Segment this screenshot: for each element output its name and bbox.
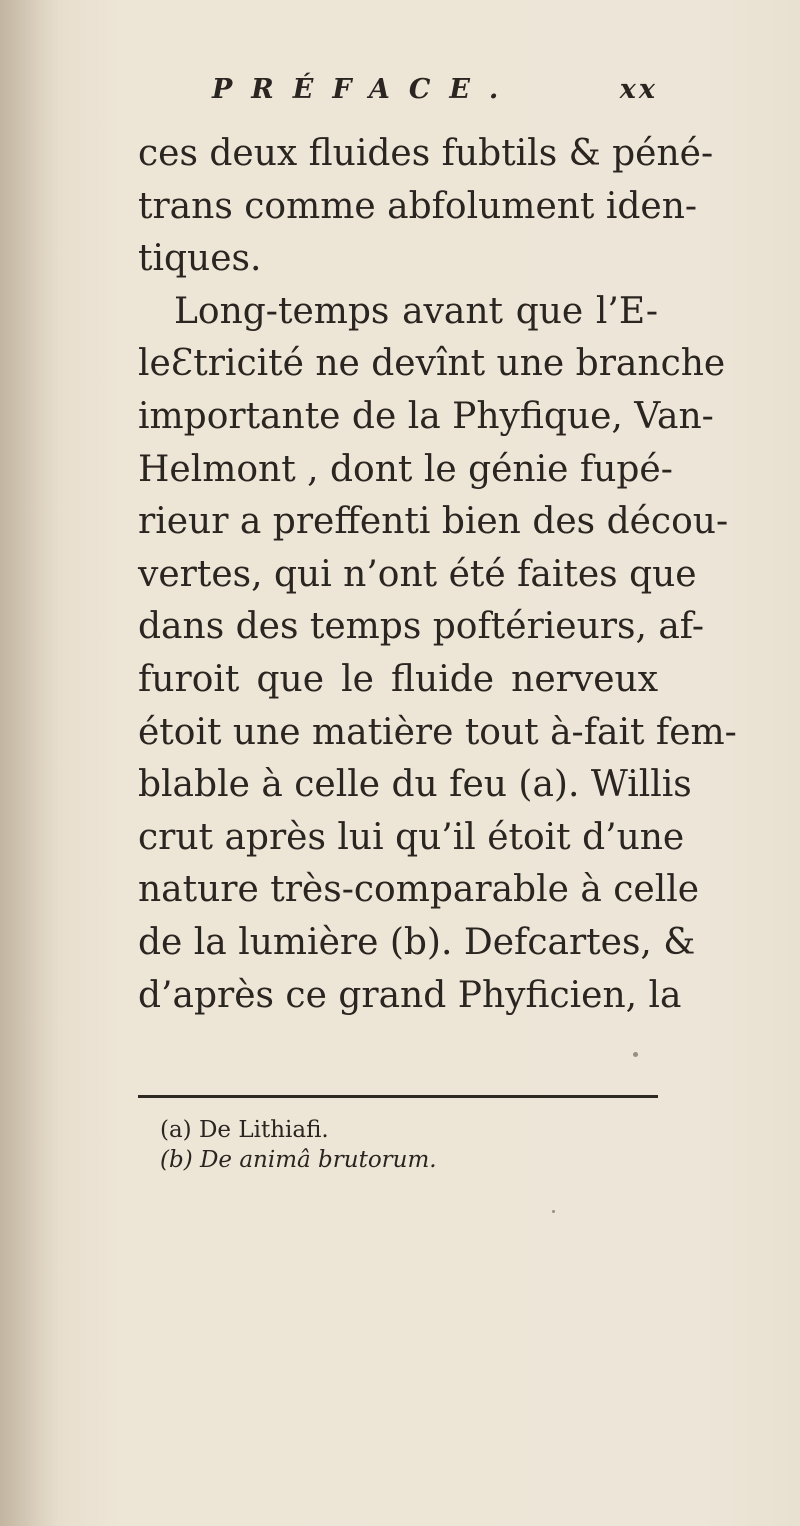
text-line: crut après lui qu’il étoit d’une <box>138 816 685 858</box>
footnote-rule <box>138 1095 658 1098</box>
text-line: de la lumière (b). Defcartes, & <box>138 921 696 963</box>
text-line: leƐtricité ne devînt une branche <box>138 343 726 385</box>
text-line: ces deux fluides fubtils & péné- <box>138 133 714 174</box>
body-text <box>138 128 737 1022</box>
running-head <box>212 74 658 114</box>
paper-speck <box>633 1052 638 1057</box>
text-line: nature très-comparable à celle <box>138 869 700 911</box>
text-line: dans des temps poftérieurs, af- <box>138 606 705 648</box>
text-line: rieur a preffenti bien des décou- <box>138 501 729 543</box>
text-line: vertes, qui n’ont été faites que <box>138 553 697 595</box>
footnote-a: (a) De Lithiafi. <box>160 1117 329 1143</box>
text-line: Helmont , dont le génie fupé- <box>138 448 673 490</box>
text-line: d’après ce grand Phyficien, la <box>138 974 682 1016</box>
text-line: blable à celle du feu (a). Willis <box>138 764 692 806</box>
text-line: furoit que le fluide nerveux <box>138 658 658 700</box>
text-line: trans comme abfolument iden- <box>138 185 698 227</box>
text-line: Long-temps avant que l’E- <box>174 290 658 332</box>
text-line: importante de la Phyfique, Van- <box>138 395 714 437</box>
footnotes <box>160 1115 640 1175</box>
text-line: étoit une matière tout à-fait fem- <box>138 711 737 753</box>
gutter-shadow <box>0 0 60 1526</box>
paper-speck <box>552 1210 555 1213</box>
footnote-b: (b) De animâ brutorum. <box>160 1147 437 1173</box>
text-line: tiques. <box>138 238 262 280</box>
page-number: xx <box>619 74 658 105</box>
running-head-title: PRÉFACE. <box>212 74 518 105</box>
